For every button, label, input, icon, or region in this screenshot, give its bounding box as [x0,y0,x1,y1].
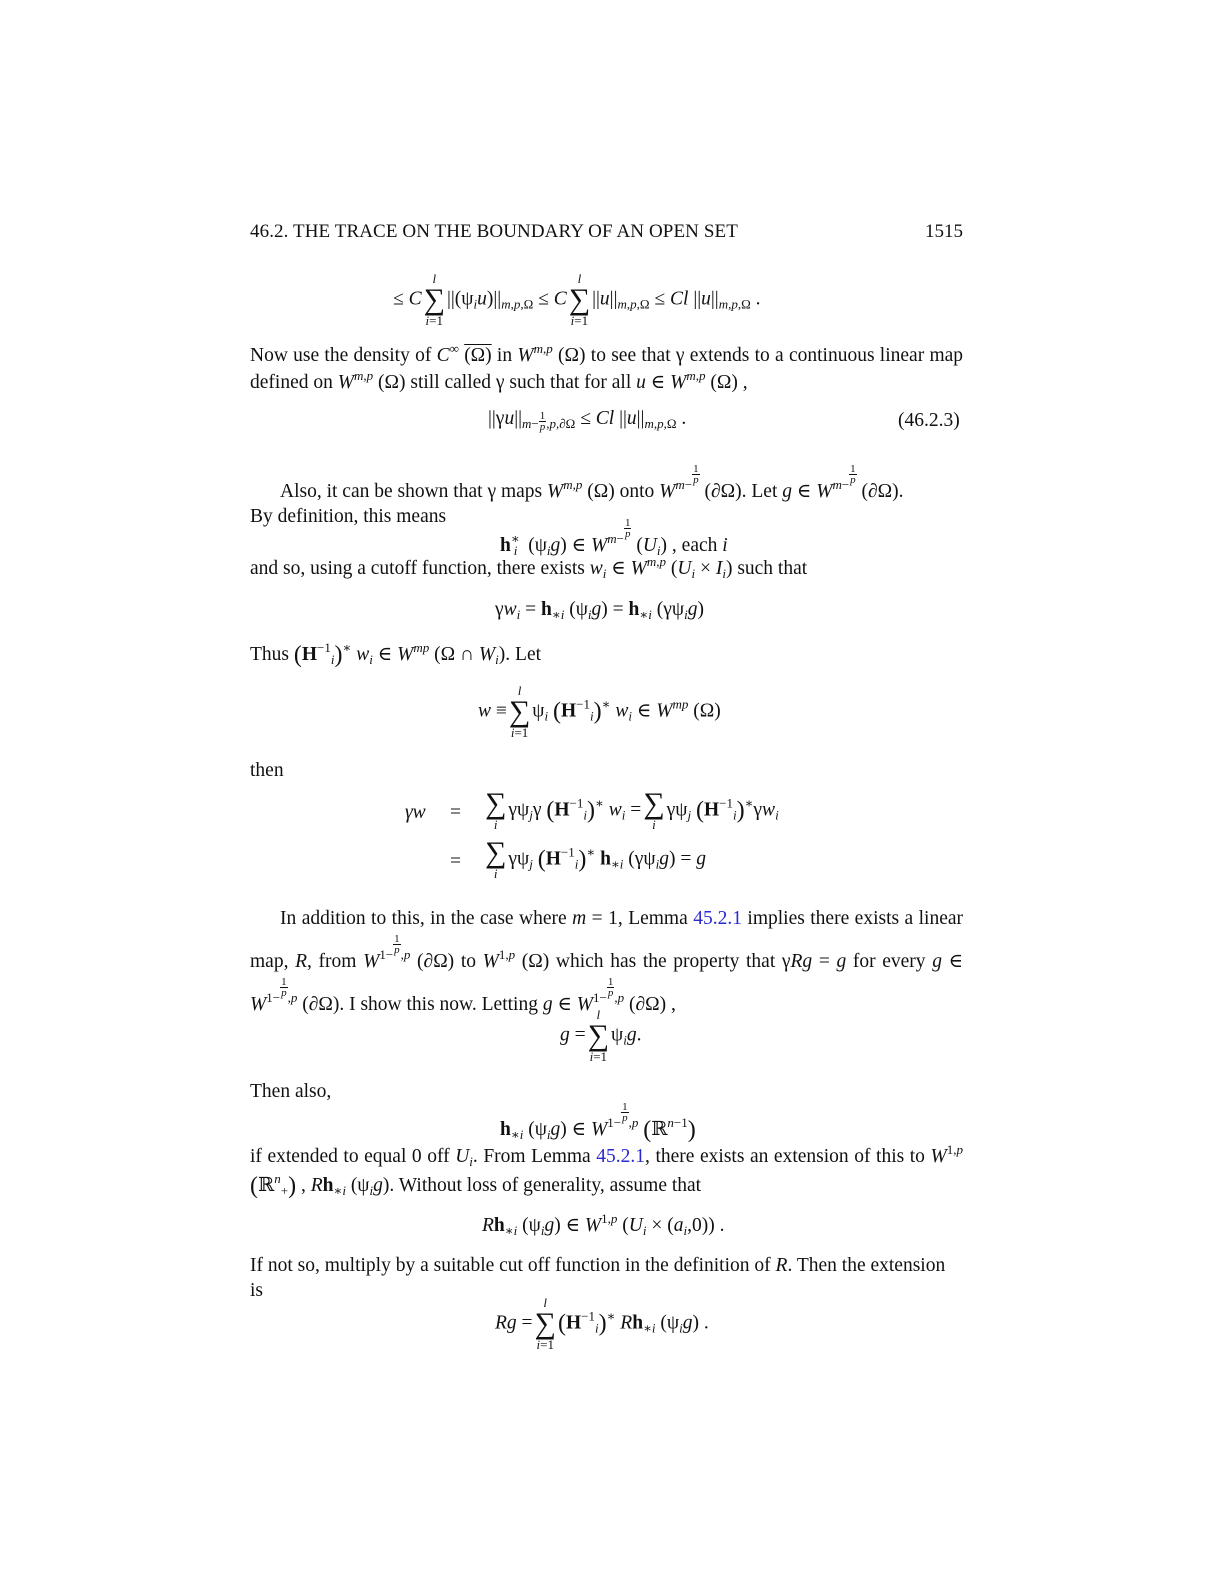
running-header: 46.2. THE TRACE ON THE BOUNDARY OF AN OPEN SET [250,221,738,242]
equation-rg: Rg = l ∑ i=1 $(H^{-1}_i)^∗$ $Rh_{∗i}$ $(\psi_ig)$ . [495,1295,709,1352]
equation-number: (46.2.3) [898,410,960,431]
lemma-link-2[interactable]: 45.2.1 [596,1146,646,1167]
paragraph-cutoff: and so, using a cutoff function, there exists $w_i$ ∈ W$^{m,p}$ $(U_i \times I_i)$ such that [250,554,808,581]
equation-h-star-w1p: $h_{∗i}$ $(\psi_ig)$ ∈ $W^{1- \frac{1}{p} ,p}$ (ℝ$^{n-1}$) [500,1101,696,1143]
paragraph-extended: if extended to equal 0 off $U_i$. From Lemma 45.2.1, there exists an extension of this to W$^{1,p}$ (ℝ$^n_+$) , $Rh_{∗i}$ $(\psi_ig)$. Without loss of generality, assume that [250,1142,963,1199]
equation-h-star: $h_{∗i}$ $(\psi_ig)$ ∈ $W^{m- \frac{1}{p}}$ $(U_i)$ , each i [500,517,728,558]
page: 46.2. THE TRACE ON THE BOUNDARY OF AN OPEN SET 1515 ≤ C l ∑ i=1 $||(\psi_iu)||_{m,p,\Omega} \le C$ l ∑ i=1 $||u||_{m,p,\Omega} \le Cl$ $||u||_{m,p,\Omega}$ . Now use the density of C∞ (Ω) in W$^{m,p}$ (Ω) to see that γ extends to a continuous linear map defined on W$^{m,p}$ (Ω) still called γ such that for all u ∈ W$^{m,p}$ (Ω) , $||\gamma u||_{m- \frac{1}{p} ,p,\partial\Omega} \le Cl$ $||u||_{m,p,\Omega}$ . (46.2.3) Also, it can be shown that γ maps W$^{m,p}$ (Ω) onto $W^{m- \frac{1}{p}}$ (∂Ω). Let g ∈ $W^{m- \frac{1}{p}}$ (∂Ω). By definition, this means $h_{∗i}$ $(\psi_ig)$ ∈ $W^{m- \frac{1}{p}}$ $(U_i)$ , each i and so, using a cutoff function, there exists $w_i$ ∈ W$^{m,p}$ $(U_i \times I_i)$ such that $\gamma w_i = h_{∗i}$ $(\psi_ig) = h_{∗i}$ $(\gamma\psi_ig)$ Thus $(H^{-1}_i)^∗$ $w_i$ ∈ $W^{mp}$ (Ω ∩ $W_i$). Let w ≡ l ∑ i=1 $\psi_i$ $(H^{-1}_i)^∗$ $w_i$ ∈ $W^{mp}$ (Ω) then γw = ∑ i $\gamma\psi_j\gamma$ $(H^{-1}_i)^∗$ $w_i$ = ∑ i $\gamma\psi_j$ $(H^{-1}_i)^∗\gamma w_i$ = ∑ i $\gamma\psi_j$ $(H^{-1}_i)^∗$ $h_{∗i}$ $(\gamma\psi_ig) = g$ In addition to this, in the case where m = 1, Lemma 45.2.1 implies there exists a linear map, R, from $W^{1- \frac{1}{p} ,p}$ (∂Ω) to W$^{1,p}$ (Ω) which has the property that γRg = g for every g ∈ $W^{1- \frac{1}{p} ,p}$ (∂Ω). I show this now. Letting g ∈ $W^{1- \frac{1}{p} ,p}$ (∂Ω) , g = l ∑ i=1 $\psi_ig$. Then also, $h_{∗i}$ $(\psi_ig)$ ∈ $W^{1- \frac{1}{p} ,p}$ (ℝ$^{n-1}$) if extended to equal 0 off $U_i$. From Lemma 45.2.1, there exists an extension of this to W$^{1,p}$ (ℝ$^n_+$) , $Rh_{∗i}$ $(\psi_ig)$. Without loss of generality, assume that $Rh_{∗i}$ $(\psi_ig)$ ∈ W$^{1,p}$ $(U_i \times (a_i,0))$ . If not so, multiply by a suitable cut off function in the definition of R. Then the extension is Rg = l ∑ i=1 $(H^{-1}_i)^∗$ $Rh_{∗i}$ $(\psi_ig)$ . [250,221,964,1352]
page-number: 1515 [925,221,963,242]
equation-g-sum: g = l ∑ i=1 $\psi_ig$. [560,1007,642,1064]
paragraph-if-not: If not so, multiply by a suitable cut off function in the definition of R. Then the extension is [250,1255,946,1302]
lemma-link[interactable]: 45.2.1 [693,908,742,929]
then-also: Then also, [250,1081,332,1102]
paragraph-thus: Thus $(H^{-1}_i)^∗$ $w_i$ ∈ $W^{mp}$ (Ω ∩ $W_i$). Let [250,640,542,668]
equation-w-def: w ≡ l ∑ i=1 $\psi_i$ $(H^{-1}_i)^∗$ $w_i$ ∈ $W^{mp}$ (Ω) [478,683,721,740]
paragraph-density: Now use the density of C∞ (Ω) in W$^{m,p}$ (Ω) to see that γ extends to a continuous linear map defined on W$^{m,p}$ (Ω) still called γ such that for all u ∈ W$^{m,p}$ (Ω) , [250,341,964,394]
equation-46-2-3: $||\gamma u||_{m- \frac{1}{p} ,p,\partial\Omega} \le Cl$ $||u||_{m,p,\Omega}$ . [488,408,687,433]
equation-gamma-w: $\gamma w_i = h_{∗i}$ $(\psi_ig) = h_{∗i}$ $(\gamma\psi_ig)$ [495,599,704,622]
equation-top: ≤ C l ∑ i=1 $||(\psi_iu)||_{m,p,\Omega} \le C$ l ∑ i=1 $||u||_{m,p,\Omega} \le Cl$ $||u||_{m,p,\Omega}$ . [393,271,761,328]
word-then: then [250,760,284,781]
paragraph-onto: Also, it can be shown that γ maps W$^{m,p}$ (Ω) onto $W^{m- \frac{1}{p}}$ (∂Ω). Let g ∈ $W^{m- \frac{1}{p}}$ (∂Ω). By definition, this means [250,463,904,528]
paragraph-extension: In addition to this, in the case where m = 1, Lemma 45.2.1 implies there exists a linear map, R, from $W^{1- \frac{1}{p} ,p}$ (∂Ω) to W$^{1,p}$ (Ω) which has the property that γRg = g for every g ∈ $W^{1- \frac{1}{p} ,p}$ (∂Ω). I show this now. Letting g ∈ $W^{1- \frac{1}{p} ,p}$ (∂Ω) , [250,908,964,1015]
equation-rh-star: $Rh_{∗i}$ $(\psi_ig)$ ∈ W$^{1,p}$ $(U_i \times (a_i,0))$ . [482,1211,725,1238]
